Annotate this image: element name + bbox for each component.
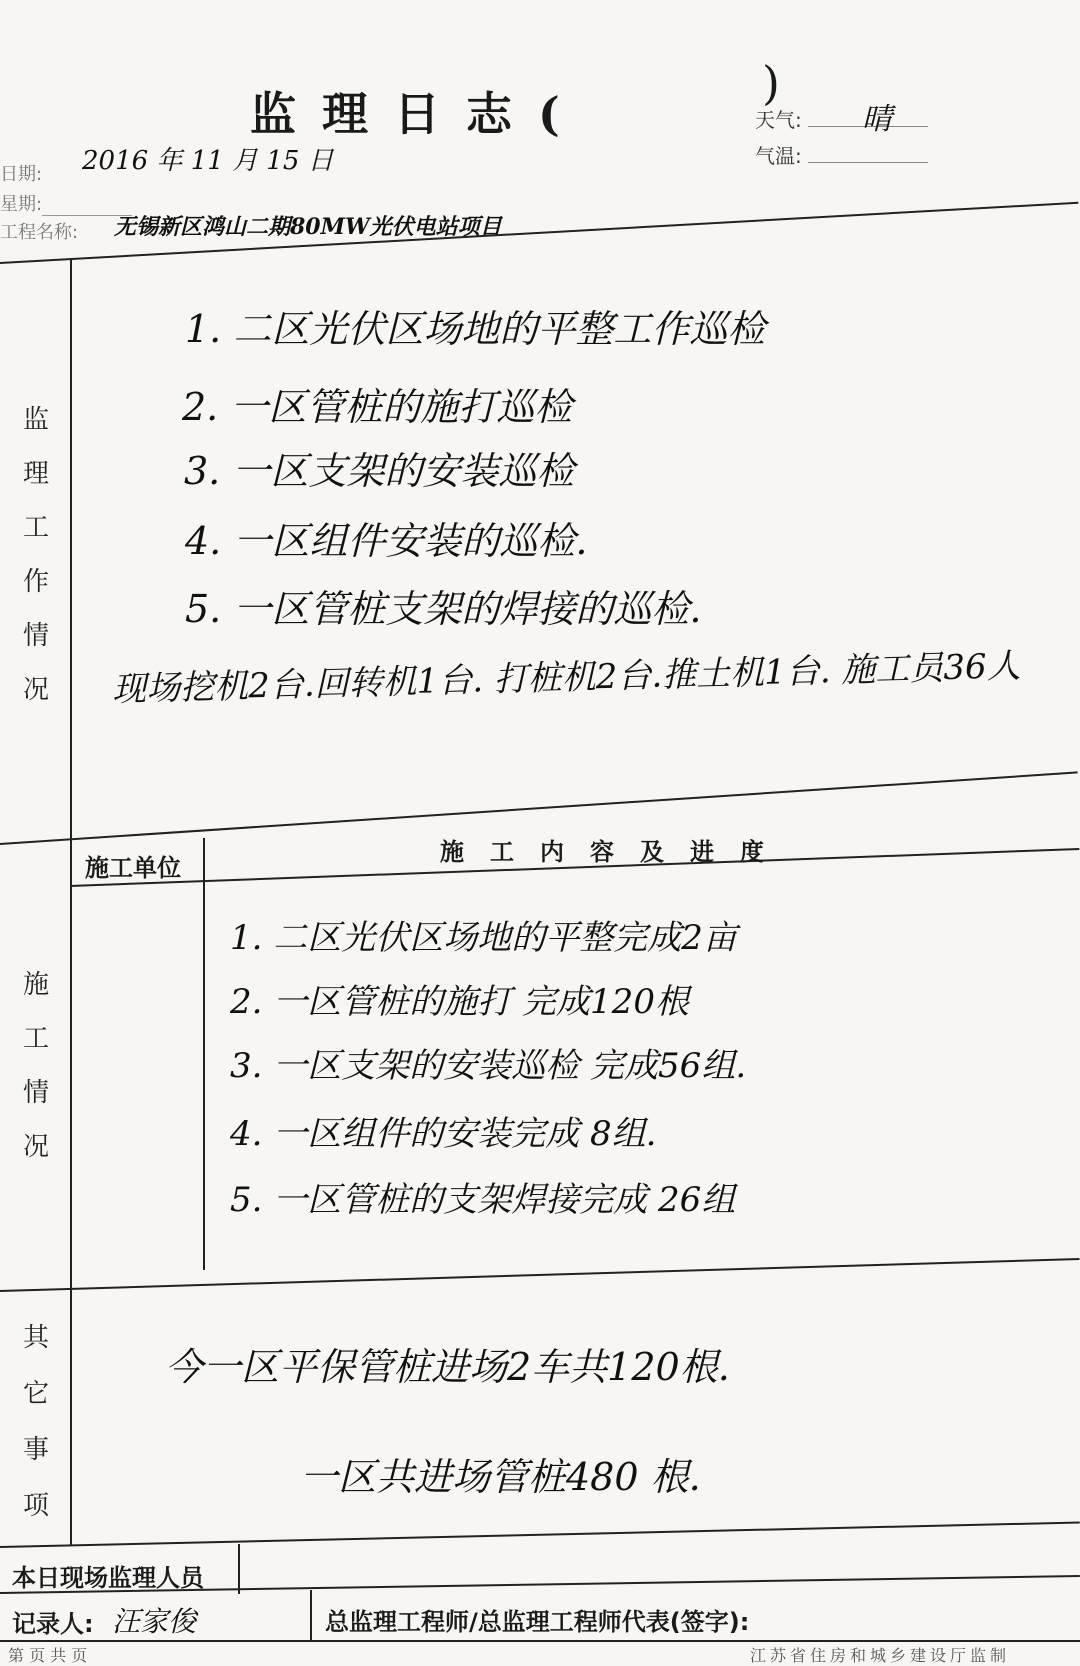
recorder-label: 记录人: <box>12 1610 94 1638</box>
progress-item: 1. 二区光伏区场地的平整完成2亩 <box>230 918 737 958</box>
label-char: 作 <box>22 567 49 597</box>
week-row <box>0 190 132 216</box>
staff-label: 本日现场监理人员 <box>12 1564 204 1592</box>
label-char: 况 <box>22 1132 49 1162</box>
project-row <box>0 218 78 244</box>
date-row <box>0 160 42 186</box>
other-item: 今一区平保管桩进场2车共120根. <box>165 1345 730 1389</box>
weather-row <box>755 104 928 133</box>
equipment-note: 现场挖机2台.回转机1台. 打桩机2台.推土机1台. 施工员36人 <box>111 646 1022 710</box>
chief-engineer-label: 总监理工程师/总监理工程师代表(签字): <box>325 1608 750 1636</box>
label-char: 理 <box>22 459 49 489</box>
work-item: 2. 一区管桩的施打巡检 <box>182 385 573 429</box>
work-item: 3. 一区支架的安装巡检 <box>184 449 575 493</box>
other-item: 一区共进场管桩480 根. <box>300 1455 701 1499</box>
project-name: 无锡新区鸿山二期80MW光伏电站项目 <box>114 214 502 240</box>
weather-label: 天气: <box>755 108 802 132</box>
unit-column-divider <box>203 838 205 1270</box>
construction-section-label <box>16 958 56 1174</box>
label-char: 况 <box>22 675 49 705</box>
label-char: 施 <box>22 970 49 1000</box>
progress-item: 4. 一区组件的安装完成 8组. <box>230 1114 657 1154</box>
label-char: 监 <box>22 405 49 435</box>
other-section-label <box>16 1310 56 1534</box>
staff-label-divider <box>238 1544 240 1594</box>
label-char: 情 <box>22 621 49 651</box>
work-item: 4. 一区组件安装的巡检. <box>185 519 588 563</box>
construction-section-bottom-border <box>0 1258 1080 1292</box>
label-char: 事 <box>22 1435 49 1465</box>
unit-header: 施工单位 <box>85 854 181 882</box>
label-char: 工 <box>22 513 49 543</box>
work-section-label <box>16 393 56 717</box>
label-char: 工 <box>22 1024 49 1054</box>
label-char: 项 <box>22 1491 49 1521</box>
recorder-signature: 汪家俊 <box>112 1605 197 1638</box>
project-label: 工程名称: <box>0 222 79 243</box>
progress-item: 2. 一区管桩的施打 完成120根 <box>230 982 689 1022</box>
page-footer-left: 第 页 共 页 <box>8 1646 88 1665</box>
label-column-divider <box>70 258 72 1546</box>
work-item: 5. 一区管桩支架的焊接的巡检. <box>185 587 702 631</box>
temperature-row <box>755 140 928 169</box>
label-char: 它 <box>22 1379 49 1409</box>
label-char: 其 <box>22 1323 49 1353</box>
progress-item: 3. 一区支架的安装巡检 完成56组. <box>230 1046 747 1086</box>
page-title: 监理日志( <box>250 87 586 141</box>
title-close-paren: ) <box>762 56 780 110</box>
progress-item: 5. 一区管桩的支架焊接完成 26组 <box>230 1180 736 1220</box>
table-bottom-border <box>0 1640 1080 1642</box>
date-label: 日期: <box>0 164 43 185</box>
recorder-divider <box>310 1590 312 1640</box>
label-char: 情 <box>22 1078 49 1108</box>
temperature-label: 气温: <box>755 144 802 168</box>
work-item: 1. 二区光伏区场地的平整工作巡检 <box>185 307 766 351</box>
week-label: 星期: <box>0 194 43 215</box>
date-value: 2016 年 11 月 15 日 <box>82 146 334 176</box>
page-footer-right: 江苏省住房和城乡建设厅监制 <box>750 1646 1011 1665</box>
weather-value: 晴 <box>862 102 892 137</box>
other-section-bottom-border <box>0 1521 1080 1548</box>
progress-header: 施工内容及进度 <box>440 838 790 866</box>
